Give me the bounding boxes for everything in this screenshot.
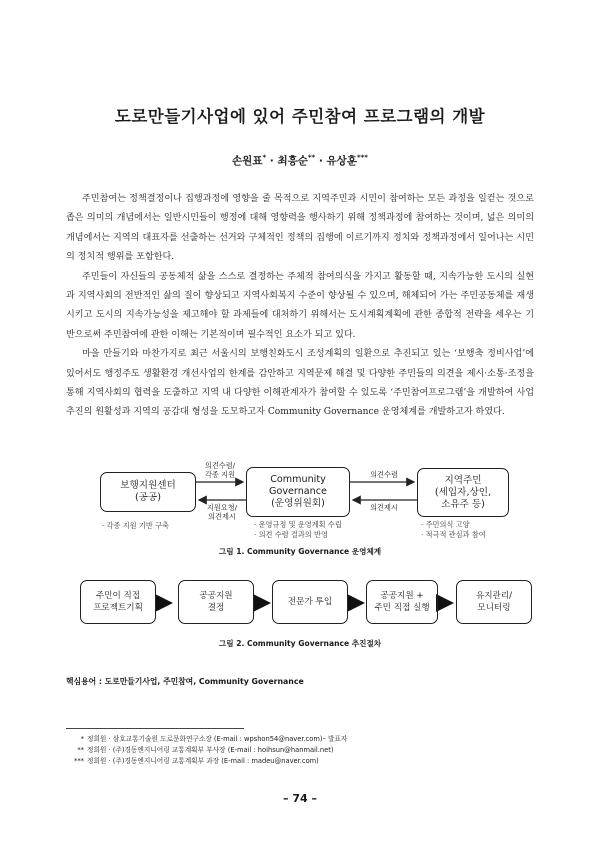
box-line: 주민 직접 실행 <box>374 603 430 613</box>
author-mark: *** <box>356 153 368 162</box>
paragraph: 주민참여는 정책결정이나 집행과정에 영향을 줄 목적으로 지역주민과 시민이 참여하는 모든 과정을 일컫는 것으로 좁은 의미의 개념에서는 일반시민들이 행정에 대해 영향력을 행사하기 위해 정책과정에 참여하는 것이며, 넓은 의미의 개념에서는 지역의 대표자를 선출하는 선거와 구체적인 정책의 집행에 이르기까지 정치와 정책과정에서 일어나는 시민의 정치적 행위를 포함한다. <box>66 194 534 263</box>
label-line: 지원요청/ <box>206 503 238 512</box>
footnote-mark: ** <box>77 746 84 754</box>
box-line: 공공지원 <box>199 591 233 601</box>
box-line: (운영위원회) <box>271 498 325 509</box>
label-line: 의견제시 <box>208 512 236 521</box>
box-line: 소유주 등) <box>441 498 485 510</box>
author-name: 최흥순 <box>277 155 308 167</box>
box-line: 유지관리/ <box>475 591 513 601</box>
box-line: 모니터링 <box>477 603 511 613</box>
box-line: 보행지원센터 <box>120 479 176 491</box>
footnote-text: 정회원 · 삼호교통기술원 도로문화연구소장 (E-mail : wpshon54@naver.com)– 발표자 <box>87 735 348 743</box>
page-number: – 74 – <box>283 792 317 805</box>
paragraph: 마을 만들기와 마찬가지로 최근 서울시의 보행친화도시 조성계획의 일환으로 추진되고 있는 ‘보행축 정비사업’에 있어서도 행정주도 생활환경 개선사업의 한계를 감안하고 지역문제 해결 및 다양한 주민들의 의견을 제시·소통·조정을 통해 지역사회의 협력을 도출하고 지역 내 다양한 이해관계자가 참여할 수 있도록 ‘주민참여프로그램’을 개발하여 사업추진의 원활성과 지역의 공감대 형성을 도모하고자 Community Governance 운영체계를 개발하고자 하였다. <box>66 349 534 418</box>
box-line: 전문가 투입 <box>287 597 333 607</box>
footnote <box>66 733 347 743</box>
author-mark: ** <box>307 153 316 162</box>
support-center-box <box>100 472 196 512</box>
figure2-caption: 그림 2. Community Governance 추진절차 <box>218 639 382 648</box>
note-line: · 의견 수렴 결과의 반영 <box>254 529 328 539</box>
figure1-caption: 그림 1. Community Governance 운영체계 <box>218 547 382 556</box>
keywords: 핵심용어 : 도로만들기사업, 주민참여, Community Governance <box>66 677 304 686</box>
box-line: (공공) <box>134 492 162 503</box>
community-governance-box <box>246 467 350 517</box>
author-name: 유상훈 <box>326 155 357 167</box>
process-step-2 <box>178 580 254 624</box>
footnote-mark: *** <box>73 757 84 765</box>
note-right <box>421 520 486 539</box>
footnote-text: 정회원 · (주)경동엔지니어링 교통계획부 과장 (E-mail : madeu@naver.com) <box>87 757 319 765</box>
footnote-divider <box>66 728 244 729</box>
label-line: 각종 지원 <box>204 470 236 479</box>
box-line: 지역주민 <box>444 474 482 486</box>
author-separator: · <box>266 155 278 167</box>
box-line: 결정 <box>207 603 225 613</box>
arrow-label-top-left <box>197 461 243 479</box>
footnote-text: 정회원 · (주)경동엔지니어링 교통계획부 부사장 (E-mail : hoihsun@hanmail.net) <box>87 746 334 754</box>
note-line: · 적극적 관심과 참여 <box>421 529 486 539</box>
box-line: 주민이 직접 <box>95 591 141 601</box>
process-step-3 <box>272 580 348 624</box>
arrow-label-bottom-left <box>199 503 245 521</box>
author-name: 손원표 <box>232 155 263 167</box>
local-residents-box <box>417 468 509 517</box>
footnote <box>66 744 333 754</box>
footnote-mark: * <box>80 735 84 743</box>
process-step-5 <box>456 580 532 624</box>
note-left: · 각종 지원 기반 구축 <box>102 521 169 530</box>
label-line: 의견수렴/ <box>204 461 236 470</box>
box-line: (세입자,상인, <box>434 486 492 498</box>
arrow-label-bottom-right: 의견제시 <box>370 503 398 512</box>
note-line: · 주민의식 고양 <box>421 520 470 529</box>
note-line: · 운영규정 및 운영계획 수립 <box>254 520 342 529</box>
box-line: 프로젝트기획 <box>93 603 143 613</box>
author-mark: * <box>262 153 267 162</box>
arrow-label-top-right: 의견수렴 <box>370 470 398 479</box>
paper-title: 도로만들기사업에 있어 주민참여 프로그램의 개발 <box>114 107 486 126</box>
author-separator: · <box>315 155 327 167</box>
note-center <box>254 520 342 539</box>
paragraph: 주민들이 자신들의 공동체적 삶을 스스로 결정하는 주체적 참여의식을 가지고 활동할 때, 지속가능한 도시의 실현과 지역사회의 전반적인 삶의 질이 향상되고 지역사회복지 수준이 향상될 수 있으며, 해체되어 가는 주민공동체를 재생시키고 도시의 지속가능성을 제고해야 할 과제들에 대처하기 위해서는 도시계획계획에 관한 종합적 전략을 세우는 기반으로써 주민참여에 관한 이해는 기본적이며 필수적인 요소가 되고 있다. <box>66 271 534 340</box>
process-step-4 <box>366 580 438 624</box>
box-line: 공공지원 + <box>380 591 424 601</box>
footnote <box>66 755 319 765</box>
box-line: Community <box>270 474 326 485</box>
box-line: Governance <box>269 486 327 497</box>
process-step-1 <box>80 580 156 624</box>
